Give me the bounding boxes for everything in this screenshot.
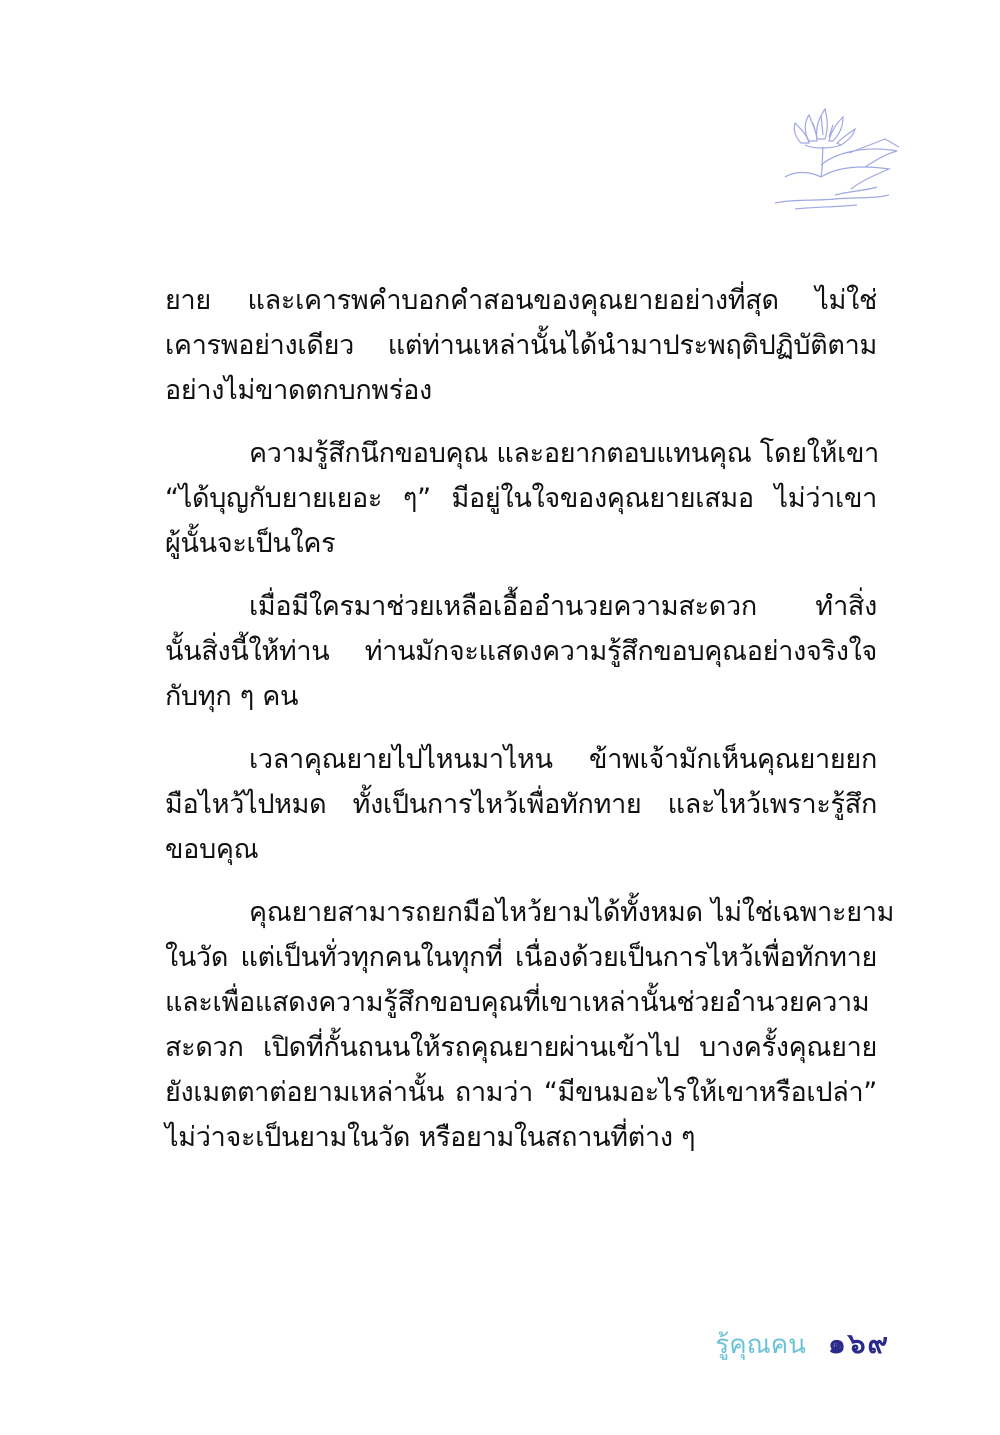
text-line: เคารพอย่างเดียว แต่ท่านเหล่านั้นได้นำมาประพฤติปฏิบัติตาม	[165, 330, 877, 361]
text-line: “ได้บุญกับยายเยอะ ๆ” มีอยู่ในใจของคุณยายเสมอ ไม่ว่าเขา	[165, 483, 877, 514]
text-line: ความรู้สึกนึกขอบคุณ และอยากตอบแทนคุณ โดยให้เขา	[249, 438, 880, 469]
running-title: รู้คุณคน	[715, 1330, 806, 1360]
text-line: เมื่อมีใครมาช่วยเหลือเอื้ออำนวยความสะดวก ทำสิ่ง	[249, 591, 877, 622]
text-line: มือไหว้ไปหมด ทั้งเป็นการไหว้เพื่อทักทาย และไหว้เพราะรู้สึก	[165, 789, 877, 820]
text-line: ในวัด แต่เป็นทั่วทุกคนในทุกที่ เนื่องด้วยเป็นการไหว้เพื่อทักทาย	[165, 942, 877, 973]
text-line: ยาย และเคารพคำบอกคำสอนของคุณยายอย่างที่สุด ไม่ใช่	[165, 285, 877, 316]
text-line: คุณยายสามารถยกมือไหว้ยามได้ทั้งหมด ไม่ใช่เฉพาะยาม	[249, 897, 895, 928]
page-footer	[715, 1322, 890, 1362]
text-line: ไม่ว่าจะเป็นยามในวัด หรือยามในสถานที่ต่าง ๆ	[165, 1122, 696, 1153]
text-line: สะดวก เปิดที่กั้นถนนให้รถคุณยายผ่านเข้าไป บางครั้งคุณยาย	[165, 1032, 877, 1063]
text-line: และเพื่อแสดงความรู้สึกขอบคุณที่เขาเหล่านั้นช่วยอำนวยความ	[165, 987, 870, 1018]
text-line: นั้นสิ่งนี้ให้ท่าน ท่านมักจะแสดงความรู้สึกขอบคุณอย่างจริงใจ	[165, 636, 877, 667]
lotus-ornament-icon	[765, 95, 905, 215]
page-body	[165, 278, 895, 1178]
text-line: ยังเมตตาต่อยามเหล่านั้น ถามว่า “มีขนมอะไรให้เขาหรือเปล่า”	[165, 1077, 877, 1108]
text-line: อย่างไม่ขาดตกบกพร่อง	[165, 375, 432, 406]
paragraph	[165, 278, 877, 413]
page-number: ๑๖๙	[827, 1327, 890, 1360]
paragraph	[165, 890, 895, 1160]
text-line: ผู้นั้นจะเป็นใคร	[165, 528, 336, 559]
paragraph	[165, 584, 877, 719]
paragraph	[165, 431, 880, 566]
text-line: กับทุก ๆ คน	[165, 681, 299, 712]
text-line: เวลาคุณยายไปไหนมาไหน ข้าพเจ้ามักเห็นคุณยายยก	[249, 744, 877, 775]
text-line: ขอบคุณ	[165, 834, 259, 865]
paragraph	[165, 737, 877, 872]
